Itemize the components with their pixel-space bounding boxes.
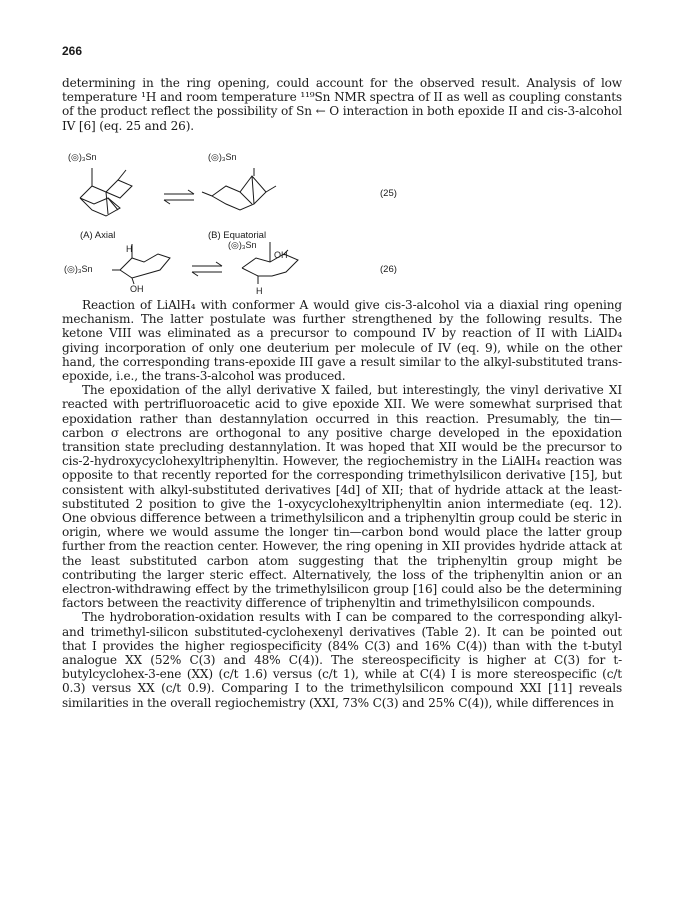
sn-group-label-a: (◎)₃Sn bbox=[68, 152, 97, 162]
hydroxyl-label-right: OH bbox=[274, 250, 288, 260]
conformer-b-structure bbox=[202, 168, 276, 210]
body-text-block bbox=[62, 298, 622, 710]
page-number: 266 bbox=[62, 44, 83, 58]
hydroxyl-label-left: OH bbox=[130, 284, 144, 294]
conformer-a-label: (A) Axial bbox=[80, 230, 116, 241]
equilibrium-arrow-25 bbox=[164, 190, 194, 204]
sn-group-label-d: (◎)₃Sn bbox=[228, 240, 257, 250]
conformer-b-label: (B) Equatorial bbox=[208, 230, 267, 241]
hydrogen-label-right: H bbox=[256, 286, 263, 296]
sn-group-label-c: (◎)₃Sn bbox=[64, 264, 93, 274]
hydrogen-label-left: H bbox=[126, 244, 133, 254]
reaction-scheme-figure bbox=[62, 146, 622, 296]
equation-number-26: (26) bbox=[380, 264, 397, 275]
intro-paragraph: determining in the ring opening, could account for the observed result. Analysis of low temperature ¹H and room temperature ¹¹⁹Sn NMR spectra of II as well as coupling constants of the product reflect the possibility of Sn ← O interaction in both epoxide II and cis-3-alcohol IV [6] (eq. 25 and 26). bbox=[62, 76, 622, 133]
reaction-scheme-drawing bbox=[62, 146, 622, 296]
conformer-a-structure bbox=[80, 168, 132, 216]
alcohol-axial-structure bbox=[112, 244, 170, 284]
paragraph-epoxidation: The epoxidation of the allyl derivative X failed, but interestingly, the vinyl derivative XI reacted with pertrifluoroacetic acid to give epoxide XII. We were somewhat surprised that epoxidation rather than destannylation occurred in this reaction. Presumably, the tin—carbon σ electrons are orthogonal to any positive charge developed in the epoxidation transition state precluding destannylation. It was hoped that XII would be the precursor to cis-2-hydroxycyclohexyltriphenyltin. However, the regiochemistry in the LiAlH₄ reaction was opposite to that recently reported for the corresponding trimethylsilicon derivative [15], but consistent with alkyl-substituted derivatives [4d] of XII; that of hydride attack at the least-substituted 2 position to give the 1-oxycyclohexyltriphenyltin anion intermediate (eq. 12). One obvious difference between a trimethylsilicon and a triphenyltin group could be steric in origin, where we would assume the longer tin—carbon bond would place the latter group further from the reaction center. However, the ring opening in XII provides hydride attack at the least substituted carbon atom suggesting that the triphenyltin group might be contributing the larger steric effect. Alternatively, the loss of the triphenyltin anion or an electron-withdrawing effect by the trimethylsilicon group [16] could also be the determining factors between the reactivity difference of triphenyltin and trimethylsilicon compounds. bbox=[62, 383, 622, 611]
paragraph-lialh4-reaction: Reaction of LiAlH₄ with conformer A would give cis-3-alcohol via a diaxial ring opening mechanism. The latter postulate was further strengthened by the following results. The ketone VIII was eliminated as a precursor to compound IV by reaction of II with LiAlD₄ giving incorporation of only one deuterium per molecule of IV (eq. 9), while on the other hand, the corresponding trans-epoxide III gave a result similar to the alkyl-substituted trans-epoxide, i.e., the trans-3-alcohol was produced. bbox=[62, 298, 622, 384]
equilibrium-arrow-26 bbox=[192, 262, 222, 276]
paragraph-hydroboration: The hydroboration-oxidation results with I can be compared to the corresponding alkyl- and trimethyl-silicon substituted-cyclohexenyl derivatives (Table 2). It can be pointed out that I provides the higher regiospecificity (84% C(3) and 16% C(4)) than with the t-butyl analogue XX (52% C(3) and 48% C(4)). The stereospecificity is higher at C(3) for t-butylcyclohex-3-ene (XX) (c/t 1.6) versus (c/t 1), while at C(4) I is more stereospecific (c/t 0.3) versus XX (c/t 0.9). Comparing I to the trimethylsilicon compound XXI [11] reveals similarities in the overall regiochemistry (XXI, 73% C(3) and 25% C(4)), while differences in bbox=[62, 610, 622, 710]
equation-number-25: (25) bbox=[380, 188, 397, 199]
intro-paragraph-block bbox=[62, 76, 622, 133]
sn-group-label-b: (◎)₃Sn bbox=[208, 152, 237, 162]
